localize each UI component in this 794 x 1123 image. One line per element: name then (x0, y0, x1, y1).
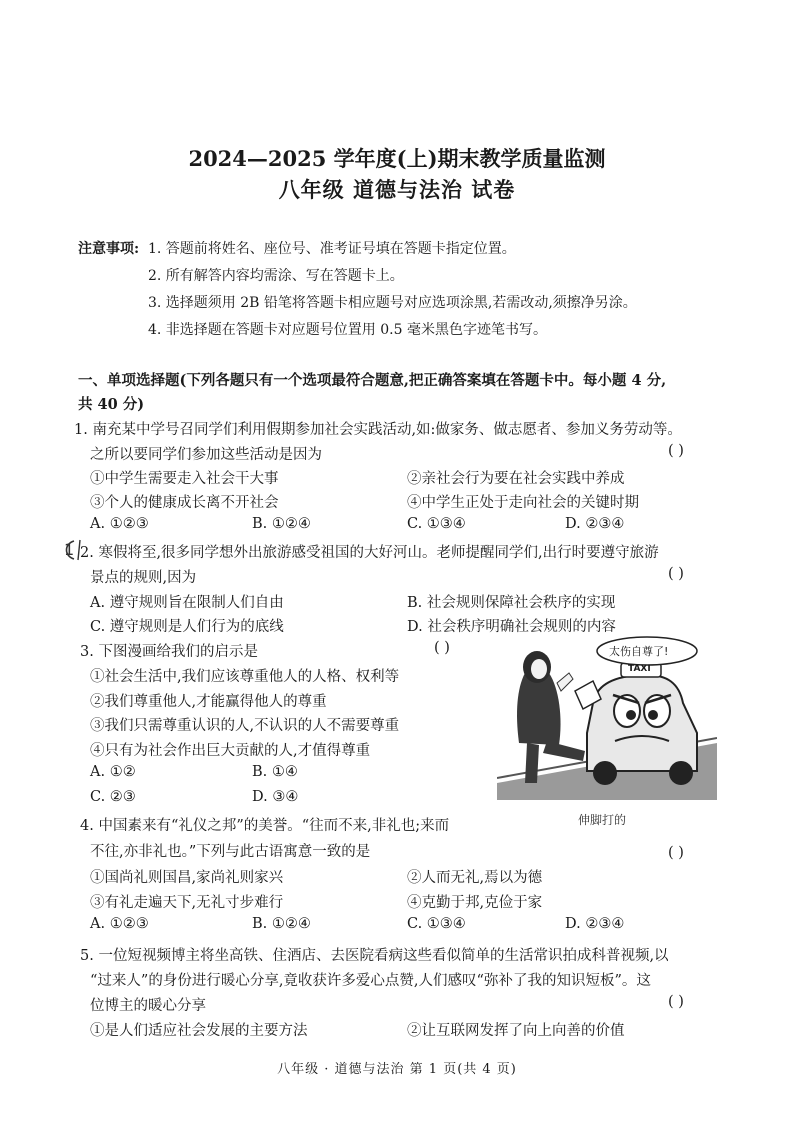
exam-subtitle: 八年级 道德与法治 试卷 (278, 177, 516, 202)
statement-2: ②亲社会行为要在社会实践中养成 (407, 471, 625, 487)
notes-label: 注意事项: (78, 241, 140, 257)
option-b: B. ①④ (252, 764, 298, 780)
question-4-stem-cont: 不往,亦非礼也。”下列与此古语寓意一致的是 (90, 844, 371, 860)
question-2-stem: 2. 寒假将至,很多同学想外出旅游感受祖国的大好河山。老师提醒同学们,出行时要遵守旅游 (80, 545, 659, 561)
option-b: B. ①②④ (252, 916, 311, 932)
statement-1: ①社会生活中,我们应该尊重他人的人格、权利等 (90, 669, 400, 685)
statement-1: ①中学生需要走入社会干大事 (90, 471, 279, 487)
statement-1: ①国尚礼则国昌,家尚礼则家兴 (90, 870, 284, 886)
answer-blank: ( ) (668, 994, 684, 1010)
statement-2: ②让互联网发挥了向上向善的价值 (407, 1023, 625, 1039)
answer-blank: ( ) (668, 845, 684, 861)
exam-title: 2024—2025 学年度(上)期末教学质量监测 (188, 146, 606, 171)
page-footer: 八年级 · 道德与法治 第 1 页(共 4 页) (277, 1062, 517, 1077)
question-5-stem-cont: 位博主的暖心分享 (90, 998, 206, 1014)
option-c: C. ①③④ (407, 916, 466, 932)
cartoon-drawing (497, 633, 717, 800)
statement-2: ②人而无礼,焉以为德 (407, 870, 543, 886)
statement-3: ③有礼走遍天下,无礼寸步难行 (90, 895, 284, 911)
handwritten-mark: 1 (64, 540, 75, 559)
answer-blank: ( ) (668, 566, 684, 582)
option-c: C. ①③④ (407, 516, 466, 532)
option-b: B. 社会规则保障社会秩序的实现 (407, 595, 616, 611)
statement-4: ④中学生正处于走向社会的关键时期 (407, 495, 639, 511)
note-item: 2. 所有解答内容均需涂、写在答题卡上。 (148, 268, 404, 284)
note-item: 4. 非选择题在答题卡对应题号位置用 0.5 毫米黑色字迹笔书写。 (148, 322, 547, 338)
answer-blank: ( ) (668, 443, 684, 459)
statement-3: ③我们只需尊重认识的人,不认识的人不需要尊重 (90, 718, 400, 734)
question-5-stem-cont: “过来人”的身份进行暖心分享,竟收获许多爱心点赞,人们感叹“弥补了我的知识短板”。这 (90, 973, 651, 989)
option-d: D. ②③④ (565, 516, 625, 532)
option-c: C. 遵守规则是人们行为的底线 (90, 619, 284, 635)
statement-2: ②我们尊重他人,才能赢得他人的尊重 (90, 694, 327, 710)
option-d: D. 社会秩序明确社会规则的内容 (407, 619, 616, 635)
cartoon-caption: 伸脚打的 (578, 813, 627, 827)
question-5-stem: 5. 一位短视频博主将坐高铁、住酒店、去医院看病这些看似简单的生活常识拍成科普视频,以 (80, 948, 669, 964)
section-heading: 一、单项选择题(下列各题只有一个选项最符合题意,把正确答案填在答题卡中。每小题 4 分, (78, 372, 667, 389)
statement-4: ④只有为社会作出巨大贡献的人,才值得尊重 (90, 743, 371, 759)
cartoon-illustration (497, 633, 717, 800)
answer-blank: ( ) (434, 640, 450, 656)
statement-3: ③个人的健康成长离不开社会 (90, 495, 279, 511)
question-3-stem: 3. 下图漫画给我们的启示是 (80, 644, 258, 660)
option-d: D. ③④ (252, 789, 299, 805)
note-item: 3. 选择题须用 2B 铅笔将答题卡相应题号对应选项涂黑,若需改动,须擦净另涂。 (148, 295, 637, 311)
taxi-sign-text: TAXI (628, 664, 651, 674)
statement-1: ①是人们适应社会发展的主要方法 (90, 1023, 308, 1039)
note-item: 1. 答题前将姓名、座位号、准考证号填在答题卡指定位置。 (148, 241, 516, 257)
question-4-stem: 4. 中国素来有“礼仪之邦”的美誉。“往而不来,非礼也;来而 (80, 818, 450, 834)
option-c: C. ②③ (90, 789, 136, 805)
statement-4: ④克勤于邦,克俭于家 (407, 895, 543, 911)
option-a: A. ①②③ (90, 516, 149, 532)
option-a: A. 遵守规则旨在限制人们自由 (90, 595, 284, 611)
question-1-stem: 1. 南充某中学号召同学们利用假期参加社会实践活动,如:做家务、做志愿者、参加义务劳动等。 (74, 422, 682, 438)
question-1-stem-cont: 之所以要同学们参加这些活动是因为 (90, 447, 322, 463)
option-a: A. ①②③ (90, 916, 149, 932)
speech-bubble-text: 太伤自尊了! (609, 645, 669, 658)
question-2-stem-cont: 景点的规则,因为 (90, 570, 197, 586)
section-heading-cont: 共 40 分) (78, 396, 145, 413)
option-d: D. ②③④ (565, 916, 625, 932)
option-a: A. ①② (90, 764, 136, 780)
option-b: B. ①②④ (252, 516, 311, 532)
